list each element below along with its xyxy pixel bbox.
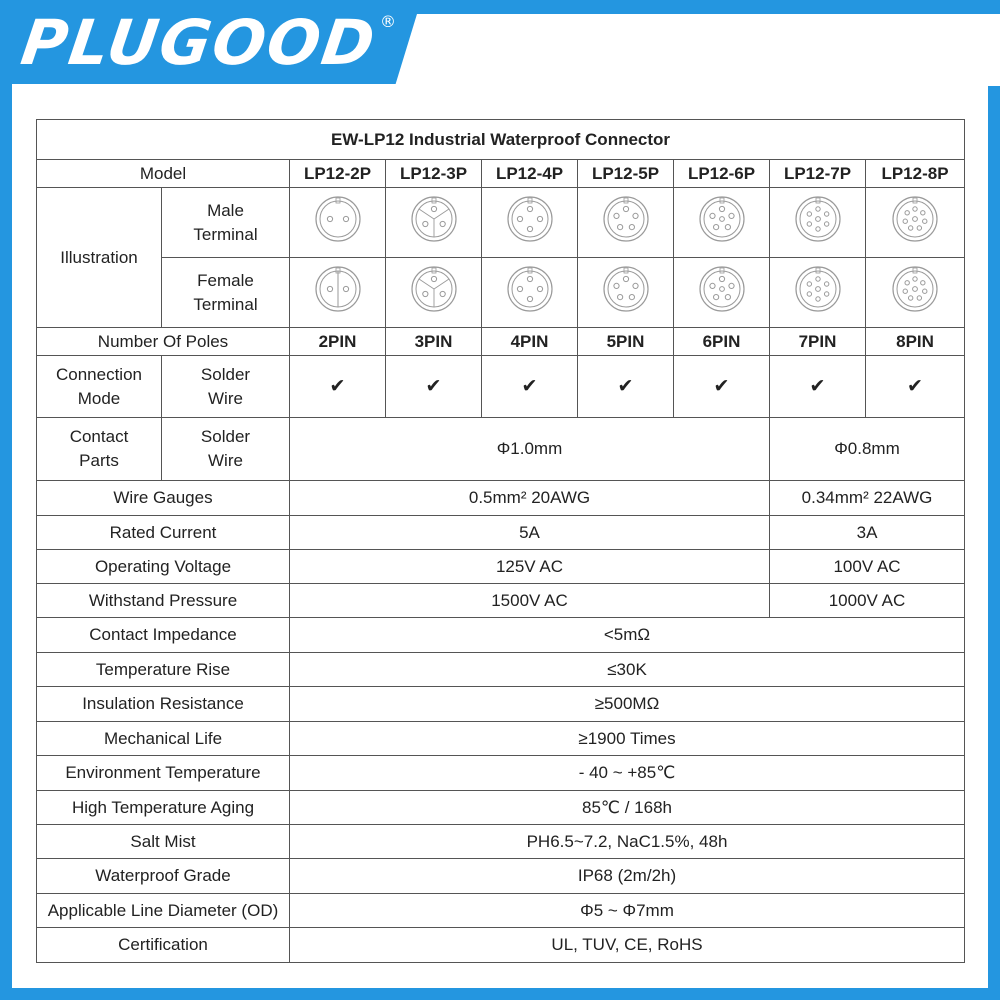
withstand-pressure-a: 1500V AC [290,584,770,618]
female-pin-cell [290,258,386,328]
solder-label-line1: Solder [200,427,251,446]
wire-gauges-row [37,481,965,516]
male-connector-face-icon [891,195,939,243]
illustration-label: Illustration [37,188,162,328]
poles-label: Number Of Poles [37,328,290,356]
male-label-line1: Male [207,200,244,220]
female-connector-face-icon [314,265,362,313]
check-icon: ✔ [482,356,578,418]
rated-current-a: 5A [290,516,770,550]
spec-value: IP68 (2m/2h) [290,859,965,894]
model-cell: LP12-7P [770,160,866,188]
withstand-pressure-row [37,584,965,618]
spec-label: Waterproof Grade [37,859,290,894]
female-connector-face-icon [698,265,746,313]
registered-mark: ® [380,12,396,31]
operating-voltage-a: 125V AC [290,550,770,584]
male-connector-face-icon [602,195,650,243]
spec-label: Certification [37,928,290,963]
model-cell: LP12-8P [866,160,965,188]
male-illustration-row [37,188,965,258]
spec-value: <5mΩ [290,618,965,653]
contact-label-line2: Parts [79,451,119,470]
contact-label [37,418,162,481]
spec-row [37,618,965,653]
poles-row [37,328,965,356]
female-connector-face-icon [506,265,554,313]
spec-label: Salt Mist [37,825,290,859]
female-connector-face-icon [602,265,650,313]
rated-current-label: Rated Current [37,516,290,550]
withstand-pressure-label: Withstand Pressure [37,584,290,618]
poles-cell: 7PIN [770,328,866,356]
female-pin-cell [578,258,674,328]
spec-row [37,653,965,687]
spec-label: Contact Impedance [37,618,290,653]
contact-row [37,418,965,481]
wire-gauges-a: 0.5mm² 20AWG [290,481,770,516]
model-row [37,160,965,188]
contact-value-a: Φ1.0mm [290,418,770,481]
model-cell: LP12-4P [482,160,578,188]
spec-label: Temperature Rise [37,653,290,687]
poles-cell: 5PIN [578,328,674,356]
wire-gauges-b: 0.34mm² 22AWG [770,481,965,516]
check-icon: ✔ [386,356,482,418]
female-pin-cell [866,258,965,328]
female-label-line1: Female [197,270,254,290]
title-row [37,120,965,160]
male-connector-face-icon [698,195,746,243]
check-icon: ✔ [770,356,866,418]
solder-label-line2: Wire [208,388,243,408]
contact-value-b: Φ0.8mm [770,418,965,481]
model-label: Model [37,160,290,188]
connection-label [37,356,162,418]
spec-row [37,825,965,859]
spec-value: PH6.5~7.2, NaC1.5%, 48h [290,825,965,859]
male-connector-face-icon [506,195,554,243]
male-pin-cell [866,188,965,258]
spec-value: Φ5 ~ Φ7mm [290,894,965,928]
contact-solder-label [162,418,290,481]
spec-value: ≥1900 Times [290,722,965,756]
female-pin-cell [674,258,770,328]
female-pin-cell [482,258,578,328]
poles-cell: 8PIN [866,328,965,356]
connection-label-line2: Mode [77,388,121,408]
check-icon: ✔ [290,356,386,418]
male-terminal-label [162,188,290,258]
rated-current-b: 3A [770,516,965,550]
solder-label-line2: Wire [208,451,243,470]
connection-label-line1: Connection [55,364,142,384]
male-connector-face-icon [410,195,458,243]
spec-value: UL, TUV, CE, RoHS [290,928,965,963]
operating-voltage-row [37,550,965,584]
check-icon: ✔ [674,356,770,418]
rated-current-row [37,516,965,550]
female-illustration-row [37,258,965,328]
male-pin-cell [386,188,482,258]
spec-value: 85℃ / 168h [290,791,965,825]
contact-label-line1: Contact [69,427,129,446]
spec-row [37,859,965,894]
solder-wire-label [162,356,290,418]
spec-label: High Temperature Aging [37,791,290,825]
check-icon: ✔ [578,356,674,418]
spec-value: ≤30K [290,653,965,687]
male-connector-face-icon [314,195,362,243]
spec-value: ≥500MΩ [290,687,965,722]
model-cell: LP12-5P [578,160,674,188]
spec-label: Mechanical Life [37,722,290,756]
connection-row [37,356,965,418]
female-label-line2: Terminal [193,294,258,314]
spec-row [37,894,965,928]
operating-voltage-label: Operating Voltage [37,550,290,584]
spec-label: Insulation Resistance [37,687,290,722]
table-title: EW-LP12 Industrial Waterproof Connector [37,120,965,160]
wire-gauges-label: Wire Gauges [37,481,290,516]
male-pin-cell [482,188,578,258]
solder-label-line1: Solder [200,364,251,384]
poles-cell: 6PIN [674,328,770,356]
poles-cell: 3PIN [386,328,482,356]
spec-value: - 40 ~ +85℃ [290,756,965,791]
male-pin-cell [770,188,866,258]
poles-cell: 2PIN [290,328,386,356]
male-pin-cell [578,188,674,258]
poles-cell: 4PIN [482,328,578,356]
spec-row [37,928,965,963]
female-connector-face-icon [410,265,458,313]
spec-row [37,756,965,791]
female-pin-cell [386,258,482,328]
spec-table [36,119,965,963]
male-connector-face-icon [794,195,842,243]
brand-logo: PLUGOOD [16,6,381,79]
check-icon: ✔ [866,356,965,418]
male-label-line2: Terminal [193,224,258,244]
spec-row [37,722,965,756]
model-cell: LP12-6P [674,160,770,188]
female-connector-face-icon [891,265,939,313]
spec-label: Environment Temperature [37,756,290,791]
female-pin-cell [770,258,866,328]
female-terminal-label [162,258,290,328]
panel-notch [395,14,1000,86]
spec-row [37,791,965,825]
model-cell: LP12-2P [290,160,386,188]
model-cell: LP12-3P [386,160,482,188]
male-pin-cell [290,188,386,258]
spec-row [37,687,965,722]
spec-label: Applicable Line Diameter (OD) [37,894,290,928]
withstand-pressure-b: 1000V AC [770,584,965,618]
operating-voltage-b: 100V AC [770,550,965,584]
female-connector-face-icon [794,265,842,313]
male-pin-cell [674,188,770,258]
